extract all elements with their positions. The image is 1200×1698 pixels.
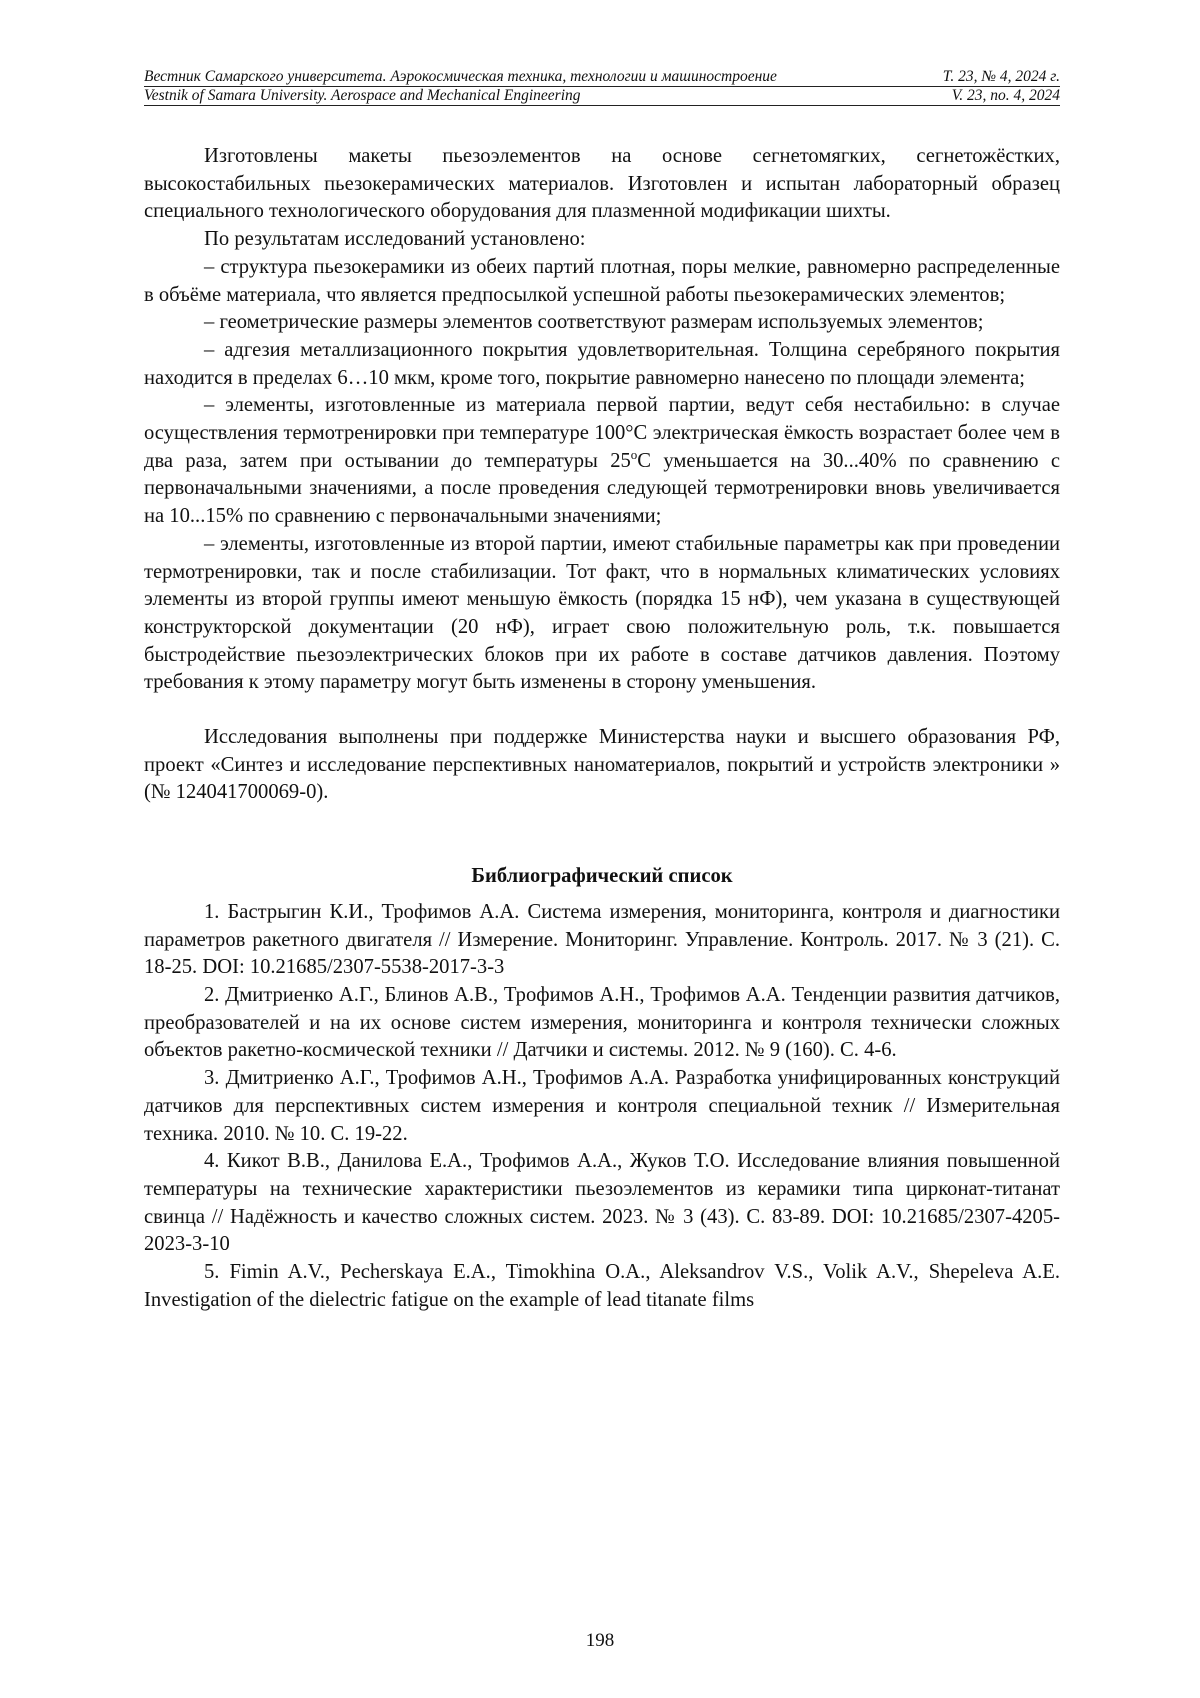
finding-2: – геометрические размеры элементов соответствуют размерам используемых элементов; [204, 311, 984, 334]
journal-title-en: Vestnik of Samara University. Aerospace and Mechanical Engineering [144, 87, 581, 104]
degree-superscript: о [630, 446, 638, 462]
reference-item: 5. Fimin A.V., Pecherskaya E.A., Timokhina O.A., Aleksandrov V.S., Volik A.V., Shepeleva A.E. Investigation of the dielectric fatigue on the example of lead titanate films [144, 1261, 1060, 1311]
paragraph-1: Изготовлены макеты пьезоэлементов на основе сегнетомягких, сегнетожёстких, высокостабильных пьезокерамических материалов. Изготовлен и испытан лабораторный образец специального технологического оборудования для плазменной модификации шихты. [144, 145, 1060, 223]
header-row-en [144, 87, 1060, 106]
finding-4 [144, 392, 1060, 531]
finding-4-part1: – элементы, изготовленные из материала первой партии, ведут себя нестабильно: в случае осуществления термотренировки при температуре 100°С электрическая ёмкость возрастает более чем в два раза, затем при остывании до температуры 25 [144, 394, 1060, 472]
reference-item: 2. Дмитриенко А.Г., Блинов А.В., Трофимов А.Н., Трофимов А.А. Тенденции развития датчиков, преобразователей и на их основе систем измерения, мониторинга и контроля технически сложных объектов ракетно-космической техники // Датчики и системы. 2012. № 9 (160). С. 4-6. [144, 983, 1060, 1062]
header-row-ru [144, 68, 1060, 87]
reference-item: 4. Кикот В.В., Данилова Е.А., Трофимов А.А., Жуков Т.О. Исследование влияния повышенной температуры на технические характеристики пьезоэлементов из керамики типа цирконат-титанат свинца // Надёжность и качество сложных систем. 2023. № 3 (43). С. 83-89. DOI: 10.21685/2307-4205-2023-3-10 [144, 1150, 1060, 1256]
bibliography-title: Библиографический список [471, 865, 733, 888]
finding-3: – адгезия металлизационного покрытия удовлетворительная. Толщина серебряного покрытия находится в пределах 6…10 мкм, кроме того, покрытие равномерно нанесено по площади элемента; [144, 338, 1060, 389]
volume-ru: Т. 23, № 4, 2024 г. [942, 68, 1060, 85]
page-number: 198 [585, 1630, 615, 1651]
volume-en: V. 23, no. 4, 2024 [951, 87, 1060, 104]
finding-5: – элементы, изготовленные из второй партии, имеют стабильные параметры как при проведении термотренировки, так и после стабилизации. Тот факт, что в нормальных климатических условиях элементы из второй группы имеют меньшую ёмкость (порядка 15 нФ), чем указана в существующей конструкторской документации (20 нФ), играет свою положительную роль, т.к. повышается быстродействие пьезоэлектрических блоков при их работе в составе датчиков давления. Поэтому требования к этому параметру могут быть изменены в сторону уменьшения. [144, 532, 1060, 694]
finding-4-part2: С уменьшается на 30...40% по сравнению с первоначальными значениями, а после проведения следующей термотренировки вновь увеличивается на 10...15% по сравнению с первоначальными значениями; [144, 449, 1060, 528]
paragraph-2: По результатам исследований установлено: [204, 228, 586, 251]
journal-title-ru: Вестник Самарского университета. Аэрокосмическая техника, технологии и машиностроение [144, 68, 777, 85]
spacer [144, 697, 1060, 724]
running-header [144, 68, 1060, 106]
acknowledgement: Исследования выполнены при поддержке Министерства науки и высшего образования РФ, проект «Синтез и исследование перспективных наноматериалов, покрытий и устройств электроники » (№ 124041700069-0). [144, 726, 1060, 804]
reference-item: 3. Дмитриенко А.Г., Трофимов А.Н., Трофимов А.А. Разработка унифицированных конструкций датчиков для перспективных систем измерения и контроля специальной техник // Измерительная техника. 2010. № 10. С. 19-22. [144, 1067, 1060, 1145]
page-body [144, 143, 1060, 1314]
reference-item: 1. Бастрыгин К.И., Трофимов А.А. Система измерения, мониторинга, контроля и диагностики параметров ракетного двигателя // Измерение. Мониторинг. Управление. Контроль. 2017. № 3 (21). С. 18-25. DOI: 10.21685/2307-5538-2017-3-3 [144, 900, 1060, 979]
finding-1: – структура пьезокерамики из обеих партий плотная, поры мелкие, равномерно распределенные в объёме материала, что является предпосылкой успешной работы пьезокерамических элементов; [144, 255, 1060, 306]
spacer [144, 807, 1060, 863]
